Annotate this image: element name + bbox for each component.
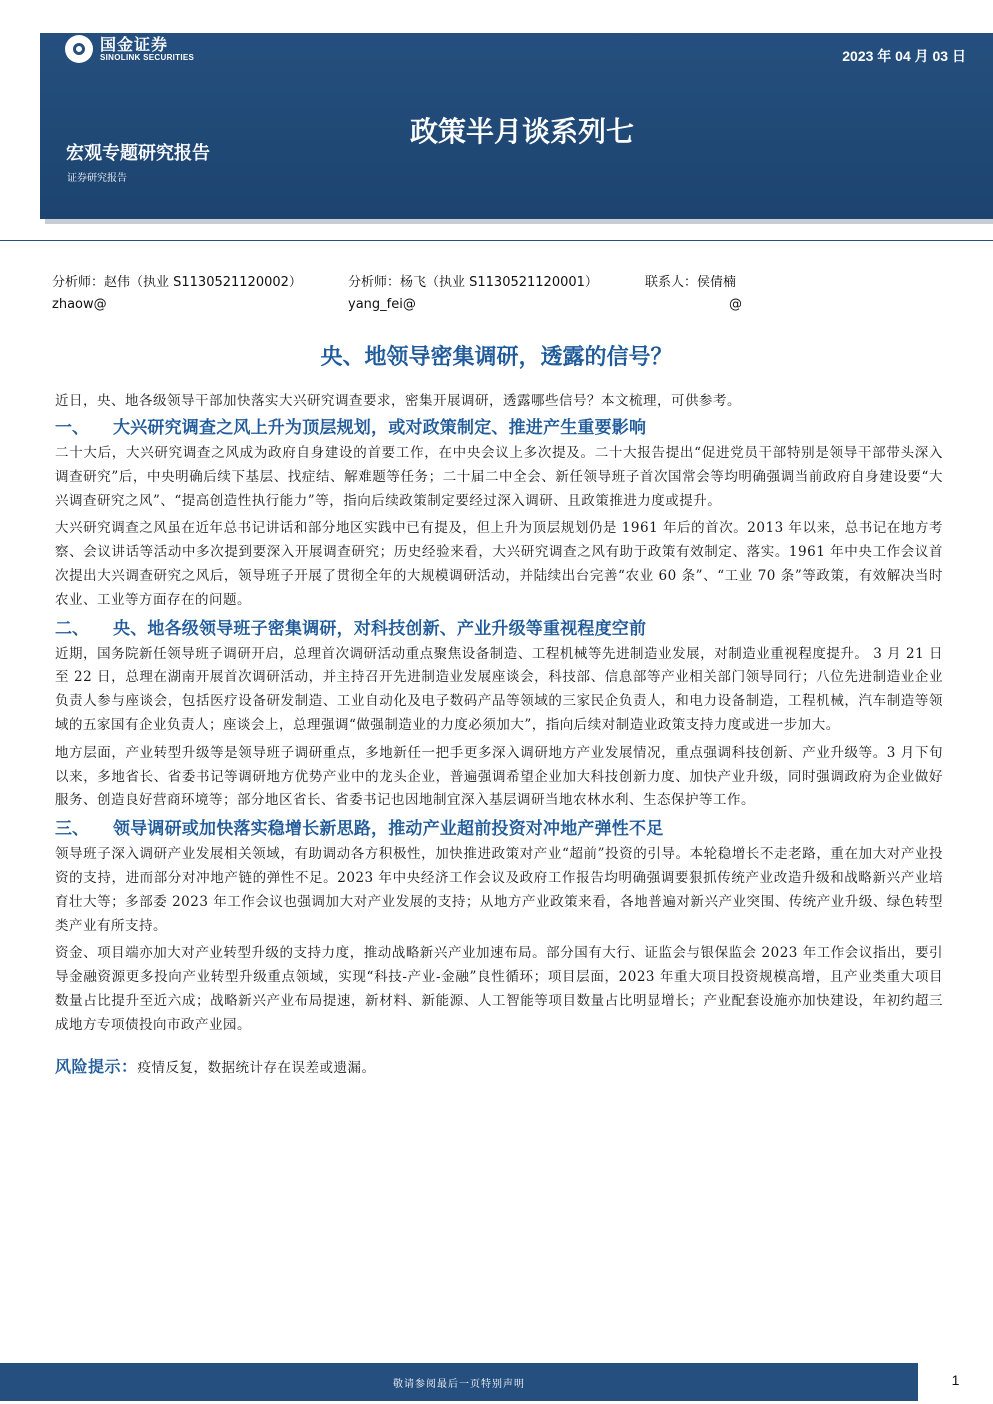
report-date: 2023 年 04 月 03 日 [842, 48, 966, 64]
header-divider [0, 240, 993, 241]
section-number: 二、 [55, 618, 89, 639]
section-heading [55, 617, 943, 641]
analyst-block [52, 272, 302, 316]
section-heading-text: 领导调研或加快落实稳增长新思路，推动产业超前投资对冲地产弹性不足 [113, 819, 664, 840]
section-heading [55, 416, 943, 440]
section-number: 一、 [55, 418, 89, 438]
report-title: 央、地领导密集调研，透露的信号？ [320, 345, 673, 370]
analyst-block [348, 272, 598, 316]
logo-en-text: SINOLINK SECURITIES [100, 52, 195, 62]
sinolink-logo-icon [65, 35, 93, 63]
analyst-email[interactable]: zhaow@ [52, 297, 107, 312]
body-paragraph: 大兴研究调查之风虽在近年总书记讲话和部分地区实践中已有提及，但上升为顶层规划仍是 1961 年后的首次。2013 年以来，总书记在地方考察、会议讲话等活动中多次提到要深入开展调查研究；历史经验来看，大兴研究调查之风有助于政策有效制定、落实。1961 年中央工作会议首次提出大兴调查研究之风后，领导班子开展了贯彻全年的大规模调研活动，并陆续出台完善“农业 60 条”、“工业 70 条”等政策，有效解决当时农业、工业等方面存在的问题。 [55, 520, 943, 608]
series-title: 政策半月谈系列七 [410, 115, 635, 148]
analyst-email[interactable]: yang_fei@ [348, 297, 416, 312]
report-subtitle: 证券研究报告 [67, 173, 127, 184]
contact-email[interactable]: @ [729, 297, 742, 312]
report-body [55, 390, 943, 1080]
contact-block [645, 272, 742, 316]
page-number: 1 [951, 1372, 960, 1388]
body-paragraph: 地方层面，产业转型升级等是领导班子调研重点，多地新任一把手更多深入调研地方产业发展情况，重点强调科技创新、产业升级等。3 月下旬以来，多地省长、省委书记等调研地方优势产业中的龙头企业，普遍强调希望企业加大科技创新力度、加快产业升级，同时强调政府为企业做好服务、创造良好营商环境等；部分地区省长、省委书记也因地制宜深入基层调研当地农林水利、生态保护等工作。 [55, 744, 943, 809]
analyst-name-line: 分析师：赵伟（执业 S1130521120002） [52, 275, 302, 290]
risk-text: 疫情反复，数据统计存在误差或遗漏。 [137, 1059, 376, 1076]
contact-name-line: 联系人：侯倩楠 [645, 275, 737, 290]
section-number: 三、 [55, 819, 89, 840]
risk-note [55, 1055, 943, 1080]
body-paragraph: 领导班子深入调研产业发展相关领域，有助调动各方积极性，加快推进政策对产业“超前”投资的引导。本轮稳增长不走老路，重在加大对产业投资的支持，进而部分对冲地产链的弹性不足。2023 年中央经济工作会议及政府工作报告均明确强调要狠抓传统产业改造升级和战略新兴产业培育壮大等；多部委 2023 年工作会议也强调加大对产业发展的支持；从地方产业政策来看，各地普遍对新兴产业突围、传统产业升级、绿色转型类产业有所支持。 [55, 846, 943, 934]
footer-disclaimer-note: 敬请参阅最后一页特别声明 [393, 1379, 525, 1390]
body-paragraph: 近期，国务院新任领导班子调研开启，总理首次调研活动重点聚焦设备制造、工程机械等先进制造业发展，对制造业重视程度提升。 3 月 21 日至 22 日，总理在湖南开展首次调研活动，并主持召开先进制造业发展座谈会，科技部、信息部等产业相关部门领导同行；八位先进制造业企业负责人参与座谈会，包括医疗设备研发制造、工业自动化及电子数码产品等领域的三家民企负责人，和电力设备制造，工程机械，汽车制造等领域的五家国有企业负责人；座谈会上，总理强调“做强制造业的力度必须加大”，指向后续对制造业政策支持力度或进一步加大。 [55, 645, 943, 733]
section-heading-text: 央、地各级领导班子密集调研，对科技创新、产业升级等重视程度空前 [113, 618, 647, 639]
analyst-name-line: 分析师：杨飞（执业 S1130521120001） [348, 275, 598, 290]
body-paragraph: 二十大后，大兴研究调查之风成为政府自身建设的首要工作，在中央会议上多次提及。二十大报告提出“促进党员干部特别是领导干部带头深入调查研究”后，中央明确后续下基层、找症结、解难题等任务；二十届二中全会、新任领导班子首次国常会等均明确强调当前政府自身建设要“大兴调查研究之风”、“提高创造性执行能力”等，指向后续政策制定要经过深入调研、且政策推进力度或提升。 [55, 445, 943, 509]
risk-label: 风险提示： [55, 1056, 138, 1076]
section-heading [55, 817, 943, 841]
logo-cn-text: 国金证券 [100, 34, 169, 54]
sinolink-logo [65, 35, 194, 63]
section-heading-text: 大兴研究调查之风上升为顶层规划，或对政策制定、推进产生重要影响 [113, 418, 647, 438]
intro-paragraph: 近日，央、地各级领导干部加快落实大兴研究调查要求，密集开展调研，透露哪些信号？本文梳理，可供参考。 [55, 393, 741, 409]
body-paragraph: 资金、项目端亦加大对产业转型升级的支持力度，推动战略新兴产业加速布局。部分国有大行、证监会与银保监会 2023 年工作会议指出，要引导金融资源更多投向产业转型升级重点领域，实现“科技-产业-金融”良性循环；项目层面，2023 年重大项目投资规模高增，且产业类重大项目数量占比提升至近六成；战略新兴产业布局提速，新材料、新能源、人工智能等项目数量占比明显增长；产业配套设施亦加快建设，年初约超三成地方专项债投向市政产业园。 [55, 945, 943, 1033]
report-type: 宏观专题研究报告 [66, 143, 210, 164]
